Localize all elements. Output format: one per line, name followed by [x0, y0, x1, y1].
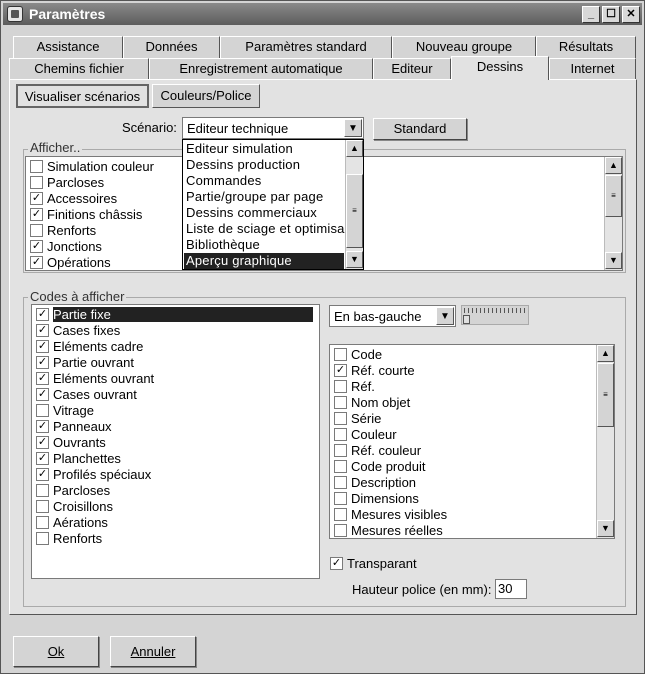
- cancel-button[interactable]: Annuler: [110, 636, 196, 667]
- font-height-input[interactable]: 30: [495, 579, 527, 599]
- checkbox[interactable]: ✓: [31, 192, 42, 204]
- scroll-down-icon[interactable]: ▼: [346, 251, 363, 268]
- chevron-down-icon[interactable]: ▼: [436, 307, 454, 325]
- checkbox[interactable]: ✓: [31, 240, 42, 252]
- checkbox[interactable]: ✓: [37, 356, 48, 368]
- scroll-up-icon[interactable]: ▲: [597, 345, 614, 362]
- font-size-slider[interactable]: [461, 305, 529, 325]
- tab-donnees[interactable]: Données: [123, 36, 220, 58]
- dropdown-option[interactable]: Commandes: [186, 173, 262, 188]
- checkbox[interactable]: ✓: [37, 420, 48, 432]
- checkbox[interactable]: [334, 492, 347, 505]
- tab-parametres-standard[interactable]: Paramètres standard: [220, 36, 392, 58]
- scroll-down-icon[interactable]: ▼: [597, 520, 614, 537]
- title-bar[interactable]: [3, 3, 642, 25]
- minimize-button[interactable]: _: [582, 6, 600, 23]
- afficher-scrollbar[interactable]: [604, 157, 622, 270]
- tab-dessins[interactable]: Dessins: [451, 56, 549, 80]
- dropdown-option[interactable]: Dessins commerciaux: [186, 205, 317, 220]
- checkbox[interactable]: [36, 500, 49, 513]
- slider-handle[interactable]: [463, 315, 470, 324]
- tab-enregistrement-automatique[interactable]: Enregistrement automatique: [149, 58, 373, 80]
- checkbox[interactable]: [334, 396, 347, 409]
- checkbox[interactable]: [334, 348, 347, 361]
- checkbox[interactable]: ✓: [31, 256, 42, 268]
- checkbox[interactable]: ✓: [37, 452, 48, 464]
- checkbox[interactable]: [36, 532, 49, 545]
- scroll-up-icon[interactable]: ▲: [605, 157, 622, 174]
- checkbox[interactable]: [334, 412, 347, 425]
- position-select[interactable]: [329, 305, 456, 327]
- subtab-visualiser-scenarios[interactable]: Visualiser scénarios: [16, 84, 149, 108]
- scenario-label: Scénario:: [122, 120, 177, 135]
- scroll-thumb[interactable]: ≡: [597, 363, 614, 427]
- dropdown-option[interactable]: Editeur simulation: [186, 141, 293, 156]
- transparent-checkbox[interactable]: ✓: [331, 557, 342, 569]
- checkbox[interactable]: ✓: [31, 208, 42, 220]
- standard-button[interactable]: Standard: [373, 118, 467, 140]
- dropdown-option[interactable]: Bibliothèque: [186, 237, 260, 252]
- checkbox[interactable]: ✓: [37, 324, 48, 336]
- tab-resultats[interactable]: Résultats: [536, 36, 636, 58]
- scroll-thumb[interactable]: ≡: [346, 174, 363, 248]
- checkbox[interactable]: [334, 444, 347, 457]
- checkbox[interactable]: [30, 160, 43, 173]
- dropdown-scrollbar[interactable]: [345, 140, 363, 269]
- maximize-button[interactable]: ☐: [602, 6, 620, 23]
- scroll-up-icon[interactable]: ▲: [346, 140, 363, 157]
- checkbox[interactable]: [334, 428, 347, 441]
- scenario-value: Editeur technique: [187, 121, 289, 136]
- parametres-dialog: Paramètres _ ☐ ✕ Assistance Données Paramètres standard Nouveau groupe Résultats Chemins fichier Enregistrement automatique Editeur Dessins Internet Visualiser scénarios Couleurs/Police Scénario: Editeur technique ▼ Standard Afficher.. Simulation couleur Parcloses ✓ Accessoires ✓ Finitions châssis Renforts ✓ Jonctions ✓ Opérations ▲ ≡ ▼ Editeur simulation Dessins production Commandes Partie/groupe par page Dessins commerciaux Liste de sciage et optimisa Bibliothèque Aperçu graphique ▲ ≡ ▼ Codes à afficher ✓ Partie fixe ✓ Cases fixes ✓ Eléments cadre ✓ Partie ouvrant ✓ Eléments ouvrant ✓ Cases ouvrant Vitrage ✓ Panneaux ✓ Ouvrants ✓ Planchettes ✓ Profilés spéciaux Parcloses Croisillons Aérations Renforts En bas-gauche ▼ Code ✓ Réf. courte Réf. Nom objet Série Couleur Réf. couleur Code produit Description Dimensions Mesures visibles Mesures réelles ▲ ≡ ▼ ✓ Transparant Hauteur police (en mm): 30 Ok Annuler: [0, 0, 645, 674]
- tab-editeur[interactable]: Editeur: [373, 58, 451, 80]
- checkbox[interactable]: [30, 224, 43, 237]
- checkbox[interactable]: [334, 508, 347, 521]
- checkbox[interactable]: [36, 484, 49, 497]
- close-button[interactable]: ✕: [622, 6, 640, 23]
- codes-left-list[interactable]: ✓ Partie fixe ✓ Cases fixes ✓ Eléments cadre ✓ Partie ouvrant ✓ Eléments ouvrant ✓ Cases ouvrant Vitrage ✓ Panneaux ✓ Ouvrants ✓ Planchettes ✓ Profilés spéciaux Parcloses Croisillons Aérations Renforts: [31, 304, 320, 579]
- checkbox[interactable]: [334, 380, 347, 393]
- dropdown-option-selected[interactable]: Aperçu graphique: [184, 253, 344, 269]
- tab-nouveau-groupe[interactable]: Nouveau groupe: [392, 36, 536, 58]
- chevron-down-icon[interactable]: ▼: [344, 119, 362, 137]
- position-value: En bas-gauche: [334, 309, 422, 324]
- codes-title: Codes à afficher: [30, 289, 125, 304]
- checkbox[interactable]: [36, 404, 49, 417]
- checkbox[interactable]: [36, 516, 49, 529]
- dropdown-option[interactable]: Dessins production: [186, 157, 301, 172]
- scroll-thumb[interactable]: ≡: [605, 175, 622, 217]
- checkbox[interactable]: ✓: [37, 340, 48, 352]
- codes-right-scrollbar[interactable]: [596, 345, 614, 538]
- dropdown-option[interactable]: Partie/groupe par page: [186, 189, 324, 204]
- slider-ticks: [464, 308, 526, 313]
- checkbox[interactable]: ✓: [37, 308, 48, 320]
- checkbox[interactable]: ✓: [37, 372, 48, 384]
- scenario-dropdown-list[interactable]: [182, 139, 364, 270]
- scenario-select[interactable]: [182, 117, 364, 139]
- font-height-label: Hauteur police (en mm):: [352, 582, 492, 597]
- ok-button[interactable]: Ok: [13, 636, 99, 667]
- afficher-title: Afficher..: [30, 140, 81, 155]
- app-icon: [7, 6, 23, 22]
- subtab-couleurs-police[interactable]: Couleurs/Police: [152, 84, 260, 108]
- checkbox[interactable]: ✓: [335, 364, 346, 376]
- checkbox[interactable]: ✓: [37, 388, 48, 400]
- checkbox[interactable]: [30, 176, 43, 189]
- dropdown-option[interactable]: Liste de sciage et optimisa: [186, 221, 345, 236]
- window-title: Paramètres: [29, 6, 106, 22]
- checkbox[interactable]: [334, 476, 347, 489]
- codes-right-list[interactable]: Code ✓ Réf. courte Réf. Nom objet Série Couleur Réf. couleur Code produit Description Dimensions Mesures visibles Mesures réelles ▲ ≡ ▼: [329, 344, 615, 539]
- tab-internet[interactable]: Internet: [549, 58, 636, 80]
- checkbox[interactable]: [334, 524, 347, 537]
- checkbox[interactable]: [334, 460, 347, 473]
- scroll-down-icon[interactable]: ▼: [605, 252, 622, 269]
- tab-chemins-fichier[interactable]: Chemins fichier: [9, 58, 149, 80]
- checkbox[interactable]: ✓: [37, 436, 48, 448]
- tab-assistance[interactable]: Assistance: [13, 36, 123, 58]
- checkbox[interactable]: ✓: [37, 468, 48, 480]
- afficher-list[interactable]: Simulation couleur Parcloses ✓ Accessoires ✓ Finitions châssis Renforts ✓ Jonctions ✓ Opérations ▲ ≡ ▼: [25, 156, 623, 271]
